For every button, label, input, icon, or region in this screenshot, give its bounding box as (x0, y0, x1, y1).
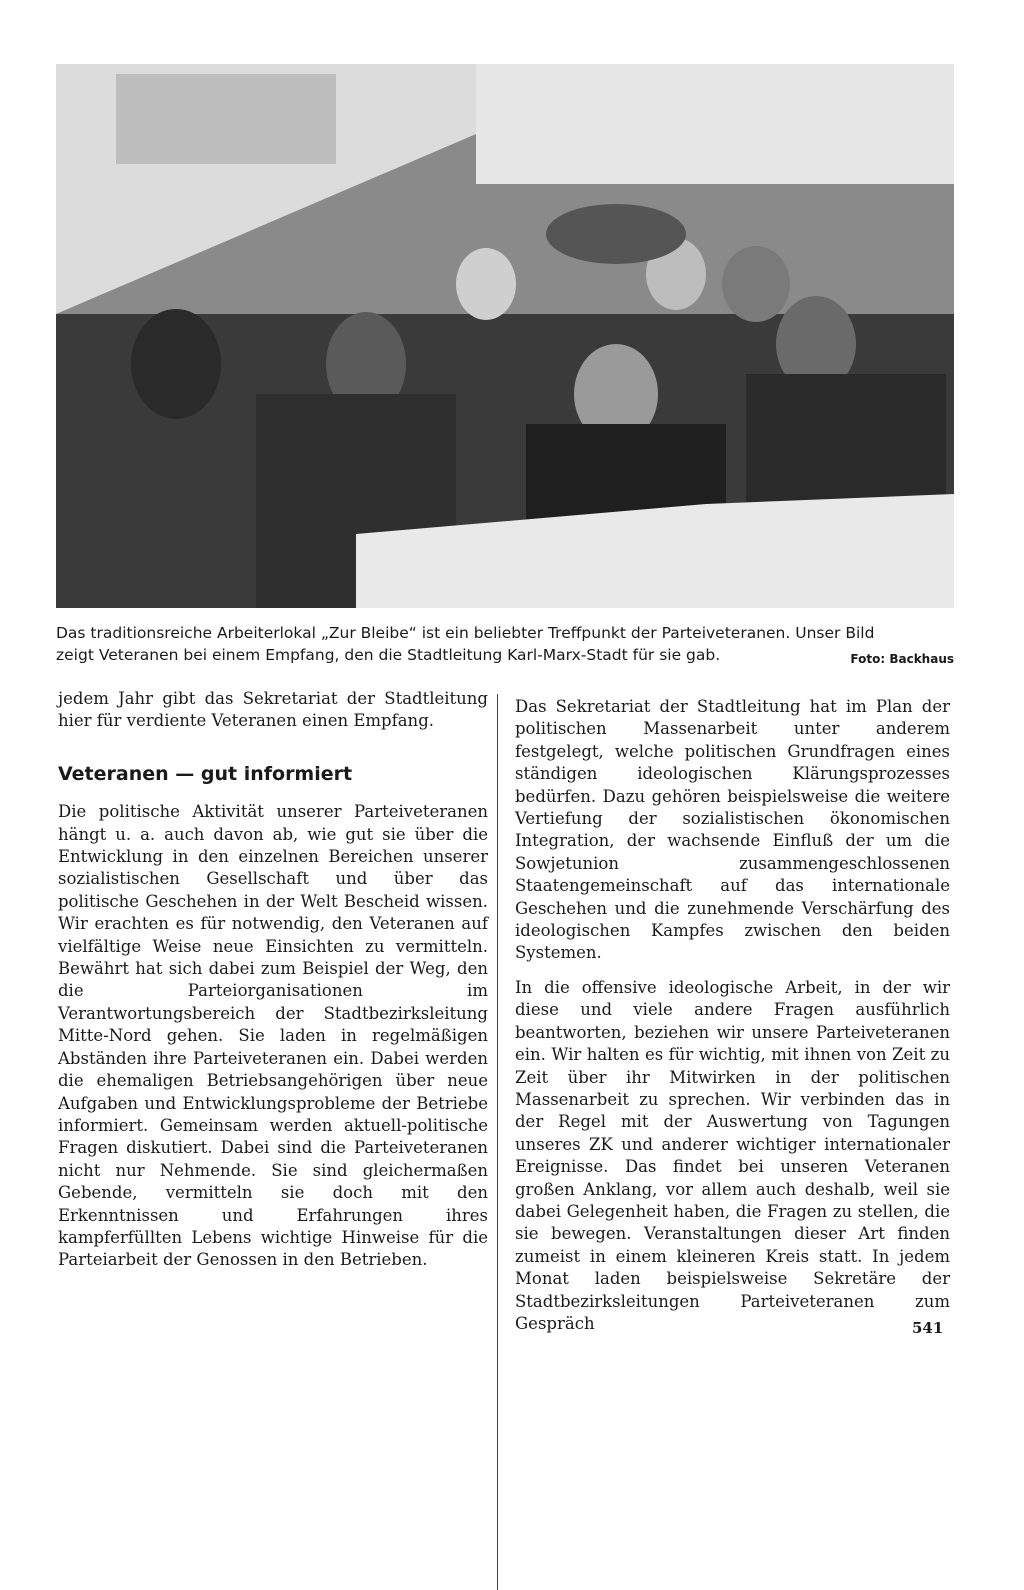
caption-line-1: Das traditionsreiche Arbeiterlokal „Zur Bleibe“ ist ein beliebter Treffpunkt der Parteiveteranen. Unser Bild (56, 624, 875, 642)
photo-caption (56, 622, 954, 666)
column-divider (497, 694, 498, 1590)
left-intro-paragraph: jedem Jahr gibt das Sekretariat der Stadtleitung hier für verdiente Veteranen einen Empfang. (58, 689, 488, 731)
right-paragraph-2: In die offensive ideologische Arbeit, in der wir diese und viele andere Fragen ausführlich beantworten, beziehen wir unsere Parteiveteranen ein. Wir halten es für wichtig, mit ihnen von Zeit zu Zeit über ihr Mitwirken in der politischen Massenarbeit zu sprechen. Wir verbinden das in der Regel mit der Auswertung von Tagungen unseres ZK und anderer wichtiger internationaler Ereignisse. Das findet bei unseren Veteranen großen Anklang, vor allem auch deshalb, weil sie dabei Gelegenheit haben, die Fragen zu stellen, die sie bewegen. Veranstaltungen dieser Art finden zumeist in einem kleineren Kreis statt. In jedem Monat laden beispielsweise Sekretäre der Stadtbezirksleitungen Parteiveteranen zum Gespräch (515, 977, 950, 1333)
caption-line-2 (56, 644, 954, 666)
left-body-paragraph: Die politische Aktivität unserer Parteiveteranen hängt u. a. auch davon ab, wie gut sie über die Entwicklung in den einzelnen Bereichen unserer sozialistischen Gesellschaft und über das politische Geschehen in der Welt Bescheid wissen. Wir erachten es für notwendig, den Veteranen auf vielfältige Weise neue Einsichten zu vermitteln. Bewährt hat sich dabei zum Beispiel der Weg, den die Parteiorganisationen im Verantwortungsbereich der Stadtbezirksleitung Mitte-Nord gehen. Sie laden in regelmäßigen Abständen ihre Parteiveteranen ein. Dabei werden die ehemaligen Betriebsangehörigen über neue Aufgaben und Entwicklungsprobleme der Betriebe informiert. Gemeinsam werden aktuell-politische Fragen diskutiert. Dabei sind die Parteiveteranen nicht nur Nehmende. Sie sind gleichermaßen Gebende, vermitteln sie doch mit den Erkenntnissen und Erfahrungen ihres kampferfüllten Lebens wichtige Hinweise für die Parteiarbeit der Genossen in den Betrieben. (58, 802, 488, 1270)
right-column (515, 696, 950, 1335)
photo-of-banquet-hall-icon (56, 64, 954, 608)
right-paragraph-1: Das Sekretariat der Stadtleitung hat im Plan der politischen Massenarbeit unter anderem festgelegt, welche politischen Grundfragen eines ständigen ideologischen Klärungsprozesses bedürfen. Dazu gehören beispielsweise die weitere Vertiefung der sozialistischen ökonomischen Integration, der wachsende Einfluß der um die Sowjetunion zusammengeschlossenen Staatengemeinschaft auf das internationale Geschehen und die zunehmende Verschärfung des ideologischen Kampfes zwischen den beiden Systemen. (515, 697, 950, 963)
section-heading: Veteranen — gut informiert (58, 762, 353, 785)
caption-line-2-text: zeigt Veteranen bei einem Empfang, den die Stadtleitung Karl-Marx-Stadt für sie gab. (56, 646, 721, 664)
left-column (58, 688, 488, 1272)
photo-credit: Foto: Backhaus (850, 652, 954, 666)
page-number: 541 (912, 1319, 944, 1337)
photo (56, 64, 954, 608)
